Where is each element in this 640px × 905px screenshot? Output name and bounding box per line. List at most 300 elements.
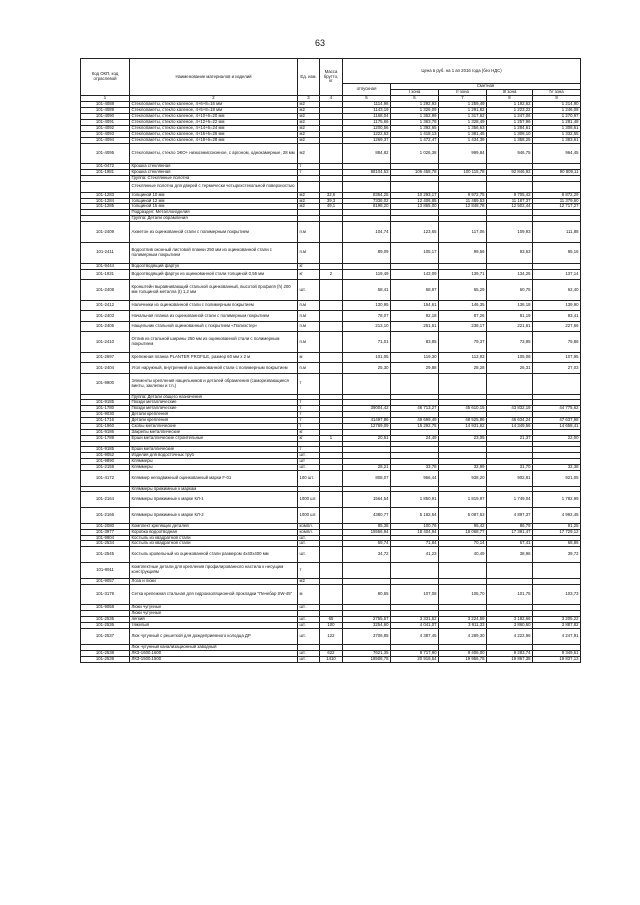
row-price-zone-1: 29,88	[391, 363, 439, 373]
header-zone-4: IV зона	[533, 90, 581, 96]
row-price-otpusknaya: 59,74	[343, 541, 391, 547]
row-name: Ерши металлические строительные	[130, 436, 298, 442]
row-name: Комплектные детали для крепления профилированного настила к несущим конструкциям	[130, 563, 298, 579]
row-price-zone-1: 105,17	[391, 243, 439, 264]
row-name: Ахметон из оцинкованной стали с полимерным покрытием	[130, 222, 298, 243]
row-price-zone-4: 3 887,82	[533, 623, 581, 629]
row-price-otpusknaya: 1269,37	[343, 137, 391, 143]
row-price-otpusknaya: 7621,35	[343, 650, 391, 656]
row-code: 101-2408	[81, 280, 130, 301]
row-name: Кляммер неподвижный оцинкованный марки F-01	[130, 470, 298, 486]
row-price-zone-4: 1 214,90	[533, 102, 581, 108]
row-unit: 100 шт.	[298, 470, 320, 486]
row-price-zone-3: 946,75	[487, 143, 533, 164]
row-name: Комплект крепящих деталей	[130, 523, 298, 529]
row-price-zone-1: 1 850,91	[391, 492, 439, 508]
row-mass	[320, 470, 343, 486]
row-unit: кг	[298, 263, 320, 269]
row-price-zone-2: 1 819,97	[439, 492, 487, 508]
row-unit: п.м	[298, 311, 320, 321]
table-row	[81, 311, 581, 321]
row-price-zone-1	[391, 563, 439, 579]
row-price-zone-2: 3 911,33	[439, 623, 487, 629]
header-code: Код ОКП, код отраслевой	[81, 59, 130, 96]
row-price-zone-2: 1 291,82	[439, 107, 487, 113]
row-code: 101-9904	[81, 535, 130, 541]
row-name: Сетка крепежная стальная для гидроизоляционной прокладки "Пенебар SW-45"	[130, 584, 298, 605]
row-price-zone-2: 999,84	[439, 143, 487, 164]
row-price-zone-1: 12 406,85	[391, 198, 439, 204]
row-price-zone-3: 134,25	[487, 269, 533, 279]
row-price-zone-2: 9 972,75	[439, 192, 487, 198]
row-price-otpusknaya: 78,07	[343, 311, 391, 321]
row-price-zone-1: 119,30	[391, 352, 439, 362]
row-price-zone-1: 83,85	[391, 332, 439, 353]
row-price-otpusknaya: 1564,54	[343, 492, 391, 508]
row-unit: шт.	[298, 280, 320, 301]
row-code: 101-2410	[81, 332, 130, 353]
row-price-zone-1: 143,09	[391, 269, 439, 279]
row-unit: т	[298, 412, 320, 418]
row-unit: шт.	[298, 623, 320, 629]
row-price-zone-3: 93,63	[487, 243, 533, 264]
row-name: Кляммеры прижимные к марке КЛ-2	[130, 508, 298, 524]
row-price-zone-2: 146,35	[439, 300, 487, 310]
col-number-9: 9	[533, 96, 581, 102]
row-name: Стеклопакеты, стекло каленое, 4+14+6=24 мм	[130, 125, 298, 131]
row-price-otpusknaya: 130,95	[343, 300, 391, 310]
row-price-otpusknaya: 41497,86	[343, 418, 391, 424]
row-price-zone-4: 11 379,60	[533, 198, 581, 204]
row-code: 101-1284	[81, 198, 130, 204]
row-code: 101-8911	[81, 563, 130, 579]
table-row	[81, 143, 581, 164]
row-code	[81, 182, 130, 192]
row-price-zone-3: 1 192,62	[487, 102, 533, 108]
row-unit: т	[298, 400, 320, 406]
row-price-otpusknaya: 3254,60	[343, 623, 391, 629]
row-price-zone-2: 70,14	[439, 541, 487, 547]
row-price-zone-2: 11 489,53	[439, 198, 487, 204]
row-code: 101-2405	[81, 321, 130, 331]
row-price-zone-4: 1 332,55	[533, 131, 581, 137]
col-number-3: 3	[298, 96, 320, 102]
row-code: 101-2697	[81, 352, 130, 362]
row-name: Люки чугунные	[130, 605, 298, 611]
table-row	[81, 222, 581, 243]
row-name: Водоотлив оконный листовой планки 250 мм из оцинкованной стали с полимерным покрытием	[130, 243, 298, 264]
row-code: 101-2537	[81, 629, 130, 645]
row-price-zone-1: 107,08	[391, 584, 439, 605]
table-row	[81, 280, 581, 301]
row-price-zone-4: 14 658,41	[533, 424, 581, 430]
row-code: 101-9058	[81, 605, 130, 611]
row-price-zone-3: 1 358,25	[487, 137, 533, 143]
row-price-zone-1: 5 182,64	[391, 508, 439, 524]
row-price-zone-1: 1 392,65	[391, 125, 439, 131]
row-unit: м	[298, 584, 320, 605]
row-price-zone-3: 38,96	[487, 547, 533, 563]
row-price-zone-3: 12 502,44	[487, 204, 533, 210]
row-price-zone-4: 964,45	[533, 143, 581, 164]
row-price-otpusknaya: 213,10	[343, 321, 391, 331]
row-code: 101-1931	[81, 269, 130, 279]
row-price-otpusknaya: 18508,78	[343, 656, 391, 662]
row-unit: 1000 шт.	[298, 492, 320, 508]
row-price-otpusknaya: 119,49	[343, 269, 391, 279]
row-unit: м2	[298, 125, 320, 131]
row-price-zone-1: 100,76	[391, 523, 439, 529]
row-price-zone-2: 23,05	[439, 436, 487, 442]
row-price-zone-2: 139,71	[439, 269, 487, 279]
header-name: Наименование материалов и изделий	[130, 59, 298, 96]
row-price-otpusknaya: 25,30	[343, 363, 391, 373]
row-price-zone-1: 1 352,99	[391, 113, 439, 119]
row-mass: 1410	[320, 656, 343, 662]
row-name: Подраздел: Металлоизделия	[130, 210, 298, 216]
row-price-zone-1: 106 458,78	[391, 170, 439, 176]
row-name: Нащельник стальной оцинкованный с покрытием «Полиэстер»	[130, 321, 298, 331]
row-price-zone-1: 20 918,54	[391, 656, 439, 662]
row-unit: т	[298, 373, 320, 394]
row-unit: м2	[298, 198, 320, 204]
row-unit: т	[298, 563, 320, 579]
row-mass	[320, 492, 343, 508]
row-price-zone-4: 9 349,61	[533, 650, 581, 656]
row-price-zone-4: 9 872,29	[533, 192, 581, 198]
row-unit: кг	[298, 430, 320, 436]
row-code: 101-1960	[81, 424, 130, 430]
row-price-otpusknaya: 2755,57	[343, 617, 391, 623]
row-price-zone-3: 26,31	[487, 363, 533, 373]
row-price-zone-1: 18 404,94	[391, 529, 439, 535]
row-name: Кляммеры	[130, 465, 298, 471]
table-row	[81, 300, 581, 310]
header-price-title: Цена в руб. на 1 ап 2016 года (без НДС)	[343, 59, 581, 84]
row-price-zone-2	[439, 182, 487, 192]
row-name: Лоза и люки	[130, 578, 298, 584]
row-code: 101-9052	[81, 453, 130, 459]
row-price-zone-4: 107,95	[533, 352, 581, 362]
row-price-zone-2: 28,28	[439, 363, 487, 373]
row-price-zone-1: 10 293,17	[391, 192, 439, 198]
row-name: Стеклопакеты, стекло каленое, 4+18+6=28 мм	[130, 137, 298, 143]
row-price-otpusknaya: 85,38	[343, 523, 391, 529]
row-unit: т	[298, 164, 320, 170]
row-price-zone-4: 22,00	[533, 436, 581, 442]
row-mass: 1	[320, 436, 343, 442]
row-unit: шт.	[298, 656, 320, 662]
row-code: 101-1716	[81, 418, 130, 424]
row-mass: 100	[320, 623, 343, 629]
table-row	[81, 508, 581, 524]
row-price-zone-2: 3 224,59	[439, 617, 487, 623]
row-price-zone-2: 4 289,30	[439, 629, 487, 645]
row-price-otpusknaya: 7336,02	[343, 198, 391, 204]
table-row	[81, 182, 581, 192]
row-price-zone-4: 27,03	[533, 363, 581, 373]
row-price-zone-4: 103,73	[533, 584, 581, 605]
row-price-zone-2: 5 087,53	[439, 508, 487, 524]
row-price-otpusknaya: 1168,04	[343, 113, 391, 119]
col-number-7: 7	[439, 96, 487, 102]
row-code: 101-9185	[81, 447, 130, 453]
row-price-zone-4: 921,05	[533, 470, 581, 486]
row-price-zone-3: 4 222,96	[487, 629, 533, 645]
row-price-zone-3: 60,75	[487, 280, 533, 301]
row-unit: шт	[298, 459, 320, 465]
row-price-zone-4: 1 246,08	[533, 107, 581, 113]
row-price-zone-3: 101,75	[487, 584, 533, 605]
row-price-zone-2: 40,49	[439, 547, 487, 563]
row-price-zone-1: 4 041,07	[391, 623, 439, 629]
row-code: 101-4172	[81, 470, 130, 486]
row-price-zone-1	[391, 373, 439, 394]
col-number-8: 8	[487, 96, 533, 102]
row-code: 101-4093	[81, 131, 130, 137]
row-price-otpusknaya	[343, 373, 391, 394]
row-price-zone-2: 87,26	[439, 311, 487, 321]
row-price-zone-3: 21,37	[487, 436, 533, 442]
row-price-zone-2: 1 328,49	[439, 119, 487, 125]
row-price-zone-2: 99,56	[439, 243, 487, 264]
row-mass	[320, 547, 343, 563]
row-code: 101-2164	[81, 492, 130, 508]
row-price-zone-3: 1 284,61	[487, 125, 533, 131]
row-price-otpusknaya: 12769,09	[343, 424, 391, 430]
row-name: Водоотводящий фартук	[130, 263, 298, 269]
row-name: Группа: Детали общего назначения	[130, 394, 298, 400]
row-mass	[320, 563, 343, 579]
row-code: 101-9900	[81, 373, 130, 394]
row-price-otpusknaya: 71,01	[343, 332, 391, 353]
row-code: 101-9185	[81, 400, 130, 406]
row-unit: м2	[298, 102, 320, 108]
row-mass	[320, 332, 343, 353]
row-code: 101-0472	[81, 164, 130, 170]
header-zone-2: II зона	[439, 90, 487, 96]
row-unit: м2	[298, 192, 320, 198]
row-unit: м	[298, 352, 320, 362]
row-unit: 1000 шт.	[298, 508, 320, 524]
row-name: Детали крепления	[130, 412, 298, 418]
row-price-zone-4: 95,16	[533, 243, 581, 264]
row-price-zone-4: 19 837,13	[533, 656, 581, 662]
row-price-zone-1: 4 387,45	[391, 629, 439, 645]
row-price-zone-3: 14 349,56	[487, 424, 533, 430]
row-price-zone-3: 86,79	[487, 523, 533, 529]
row-name: ЛКЗ-1600.1600	[130, 650, 298, 656]
row-price-zone-4: 227,66	[533, 321, 581, 331]
row-name: Крошка стеклянная	[130, 170, 298, 176]
row-unit: т	[298, 447, 320, 453]
row-mass	[320, 363, 343, 373]
row-price-zone-1: 1 026,38	[391, 143, 439, 164]
row-unit: п.м	[298, 222, 320, 243]
row-price-zone-2: 14 931,62	[439, 424, 487, 430]
row-code: 101-4094	[81, 137, 130, 143]
row-code: 101-9030	[81, 412, 130, 418]
row-name: толщиной 10 мм	[130, 192, 298, 198]
row-name: Отлив из стальной ширины 250 мм из оцинкованной стали с полимерным покрытием	[130, 332, 298, 353]
row-price-zone-3: 73,85	[487, 332, 533, 353]
row-price-zone-4	[533, 182, 581, 192]
row-name: Ерши металлические	[130, 447, 298, 453]
row-unit: шт.	[298, 617, 320, 623]
row-price-zone-2: 79,37	[439, 332, 487, 353]
row-mass	[320, 300, 343, 310]
row-price-zone-2: 32,99	[439, 465, 487, 471]
row-code: 101-2080	[81, 523, 130, 529]
row-price-zone-2: 238,17	[439, 321, 487, 331]
row-mass	[320, 373, 343, 394]
row-name: ЛКЗ-1500.1500	[130, 656, 298, 662]
row-price-zone-2: 18 068,77	[439, 529, 487, 535]
row-price-zone-3: 1 257,96	[487, 119, 533, 125]
row-price-zone-4: 75,86	[533, 332, 581, 353]
row-price-zone-3	[487, 563, 533, 579]
row-name: толщиной 12 мм	[130, 198, 298, 204]
row-code: 101-4092	[81, 125, 130, 131]
row-code: 101-1780	[81, 406, 130, 412]
row-unit: шт.	[298, 547, 320, 563]
table-row	[81, 629, 581, 645]
row-price-otpusknaya	[343, 563, 391, 579]
row-price-zone-2: 938,20	[439, 470, 487, 486]
row-code: 101-9444	[81, 263, 130, 269]
table-row	[81, 563, 581, 579]
row-name: толщиной 15 мм	[130, 204, 298, 210]
row-name: Кронштейн выравнивающий стальной оцинкованный, высотой профиля (h) 200 мм толщиной металла (t) 1,2 мм	[130, 280, 298, 301]
row-price-zone-4: 17 729,12	[533, 529, 581, 535]
row-price-zone-3: 9 283,74	[487, 650, 533, 656]
row-price-zone-4: 1 383,61	[533, 137, 581, 143]
row-mass	[320, 311, 343, 321]
row-code: 101-4088	[81, 102, 130, 108]
row-price-zone-4: 137,14	[533, 269, 581, 279]
row-name: Люк чугунный с решеткой для дождеприемного колодца ДР	[130, 629, 298, 645]
row-unit: т	[298, 418, 320, 424]
row-price-otpusknaya: 101,05	[343, 352, 391, 362]
row-price-zone-3: 4 897,37	[487, 508, 533, 524]
row-price-zone-1: 251,61	[391, 321, 439, 331]
table-row	[81, 373, 581, 394]
row-code: 101-2166	[81, 508, 130, 524]
row-name: Угол наружный, внутренний из оцинкованной стали с полимерным покрытием	[130, 363, 298, 373]
row-price-zone-4: 68,86	[533, 541, 581, 547]
row-code: 101-1981	[81, 170, 130, 176]
row-unit: т	[298, 424, 320, 430]
row-price-zone-1: 49 699,49	[391, 418, 439, 424]
row-unit: кг	[298, 269, 320, 279]
row-code: 101-2403	[81, 311, 130, 321]
row-price-zone-1: 15 292,75	[391, 424, 439, 430]
row-name: Кляммеры прижимные к марке КЛ-1	[130, 492, 298, 508]
page-number: 63	[314, 38, 325, 48]
row-price-zone-3: 19 867,38	[487, 656, 533, 662]
row-price-zone-4: 83,41	[533, 311, 581, 321]
col-number-6: 6	[391, 96, 439, 102]
row-unit: м2	[298, 131, 320, 137]
table-row	[81, 547, 581, 563]
col-number-1: 1	[81, 96, 130, 102]
row-mass	[320, 143, 343, 164]
row-price-otpusknaya: 39004,42	[343, 406, 391, 412]
row-price-zone-1: 33,78	[391, 465, 439, 471]
header-otpusknaya: отпускная	[343, 84, 391, 96]
row-code: 101-1789	[81, 436, 130, 442]
row-price-zone-3: 1 749,04	[487, 492, 533, 508]
row-price-zone-2	[439, 373, 487, 394]
row-unit: шт.	[298, 465, 320, 471]
row-price-zone-1: 46 713,27	[391, 406, 439, 412]
row-price-zone-4: 111,88	[533, 222, 581, 243]
row-name: Крошка стеклянная	[130, 164, 298, 170]
header-unit: Ед. изм.	[298, 59, 320, 96]
row-code: 101-4095	[81, 143, 130, 164]
col-number-2: 2	[130, 96, 298, 102]
row-price-zone-1: 1 472,47	[391, 137, 439, 143]
row-mass: 2	[320, 269, 343, 279]
row-price-zone-1: 123,65	[391, 222, 439, 243]
row-price-otpusknaya: 88104,53	[343, 170, 391, 176]
row-mass	[320, 222, 343, 243]
row-unit: кг	[298, 436, 320, 442]
price-table-body	[81, 102, 581, 663]
row-price-zone-1: 1 418,13	[391, 131, 439, 137]
row-mass: 622	[320, 650, 343, 656]
row-price-zone-1: 1 292,93	[391, 102, 439, 108]
row-price-zone-3: 1 247,06	[487, 113, 533, 119]
row-name: тяжелый	[130, 623, 298, 629]
row-price-zone-2: 65,29	[439, 280, 487, 301]
header-zone-1: I зона	[391, 90, 439, 96]
row-mass	[320, 182, 343, 192]
row-name: Детали крепления	[130, 418, 298, 424]
row-price-zone-2: 12 848,78	[439, 204, 487, 210]
row-mass: 65	[320, 617, 343, 623]
row-price-zone-1: 68,97	[391, 280, 439, 301]
table-row	[81, 470, 581, 486]
row-unit: шт.	[298, 541, 320, 547]
table-row	[81, 332, 581, 353]
row-price-zone-4: 32,38	[533, 465, 581, 471]
row-name: Коробка водоотводная	[130, 529, 298, 535]
row-code: 101-2536	[81, 623, 130, 629]
row-unit: п.м	[298, 300, 320, 310]
row-name: Костыль из квадратной стали	[130, 535, 298, 541]
row-price-otpusknaya: 90,65	[343, 584, 391, 605]
table-row	[81, 321, 581, 331]
row-name: Элементы крепления нащельников и деталей обрамления (саморезвающиеся винты, заклепки и т.п.)	[130, 373, 298, 394]
table-row	[81, 656, 581, 662]
row-unit: м2	[298, 143, 320, 164]
row-name: Кляммеры прижимные к маркам	[130, 486, 298, 492]
row-price-zone-1: 92,18	[391, 311, 439, 321]
row-code: 101-9186	[81, 430, 130, 436]
row-price-otpusknaya: 20,51	[343, 436, 391, 442]
row-unit: п.м	[298, 332, 320, 353]
row-code: 101-2404	[81, 363, 130, 373]
row-name: Стеклопакеты, стекло каленое, 4+16+6=26 мм	[130, 131, 298, 137]
row-price-zone-3: 31,70	[487, 465, 533, 471]
row-unit: т	[298, 406, 320, 412]
row-unit: м2	[298, 204, 320, 210]
table-row	[81, 269, 581, 279]
row-price-zone-2: 1 434,39	[439, 137, 487, 143]
row-price-otpusknaya: 15556,94	[343, 529, 391, 535]
row-price-zone-2	[439, 563, 487, 579]
